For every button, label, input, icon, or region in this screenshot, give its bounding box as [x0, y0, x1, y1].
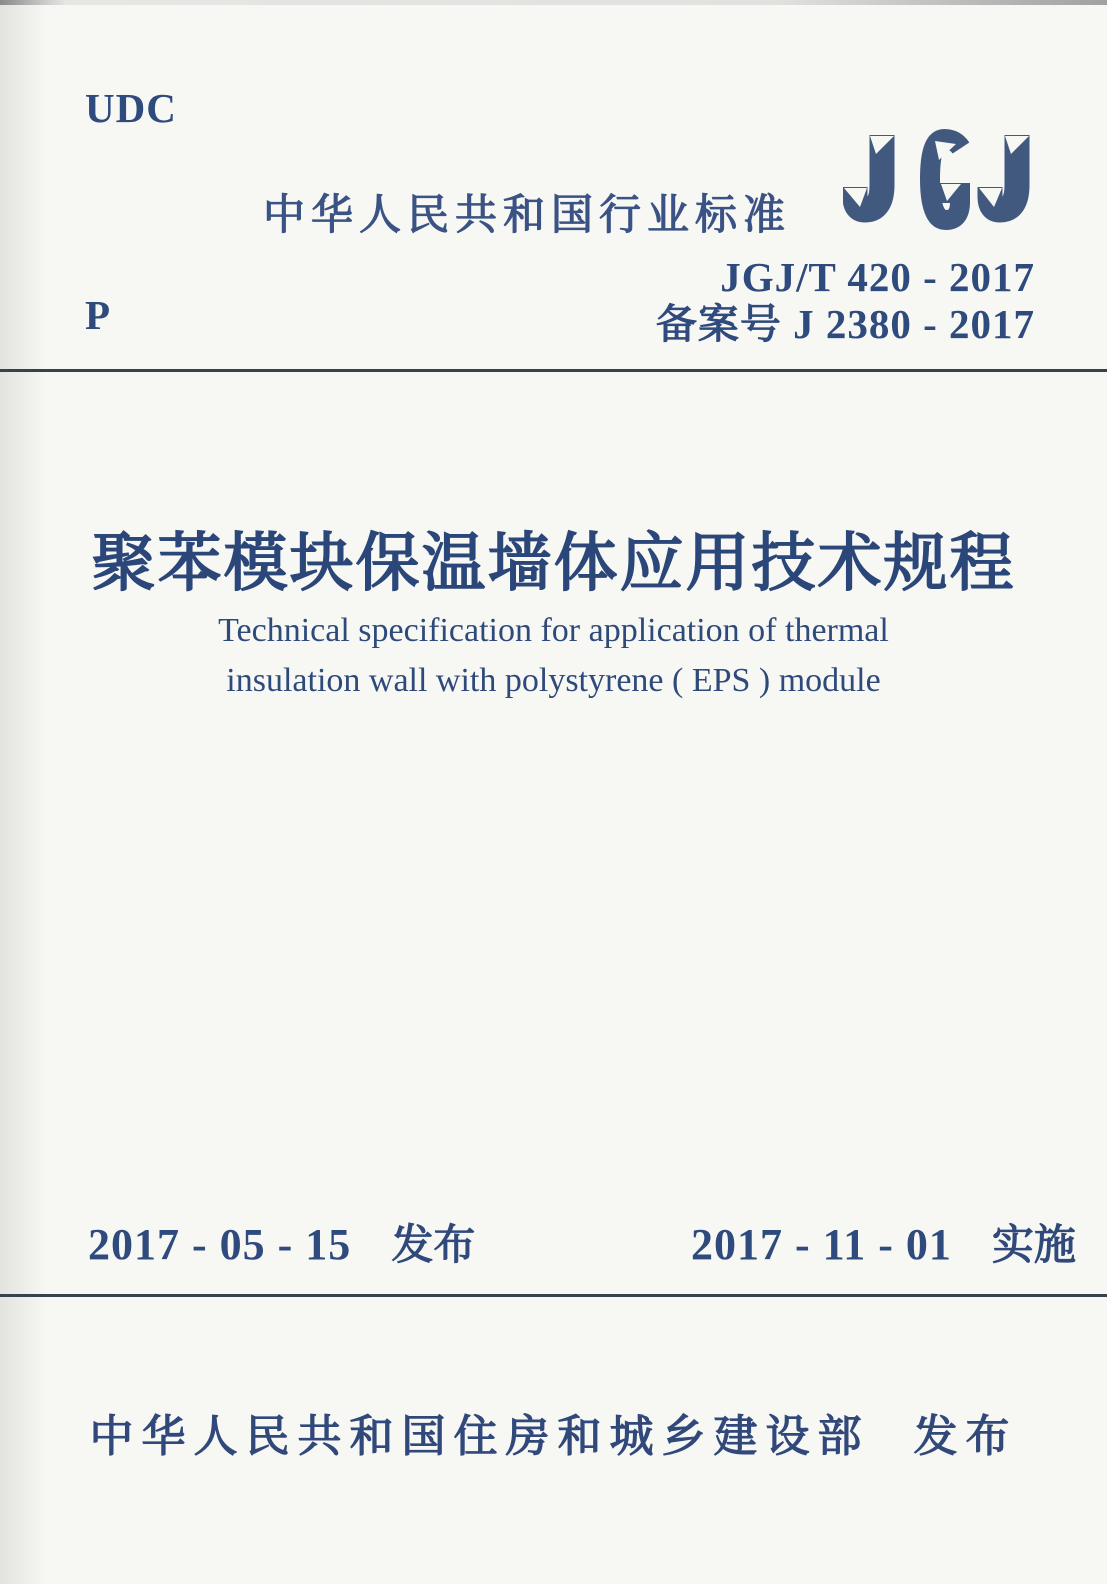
header-divider-line [0, 369, 1107, 372]
title-english-line1: Technical specification for application of thermal [218, 612, 889, 649]
title-english-line2: insulation wall with polystyrene ( EPS ) module [226, 662, 881, 699]
implement-date: 2017 - 11 - 01 [691, 1220, 952, 1269]
standard-number: JGJ/T 420 - 2017 [720, 254, 1035, 300]
record-number: 备案号 J 2380 - 2017 [655, 301, 1035, 347]
jgj-logo [843, 126, 1035, 234]
implement-date-group [691, 1212, 1076, 1272]
issue-date-group [88, 1212, 475, 1272]
standard-type-heading: 中华人民共和国行业标准 [263, 191, 792, 238]
footer-divider-line [0, 1294, 1107, 1297]
publisher-publish-label: 发布 [913, 1412, 1018, 1461]
standard-number-block [656, 254, 1035, 348]
title-chinese: 聚苯模块保温墙体应用技术规程 [91, 528, 1016, 599]
issue-label: 发布 [391, 1221, 476, 1268]
implement-label: 实施 [991, 1221, 1076, 1268]
publisher-row [0, 1400, 1107, 1464]
classification-code-p: P [85, 292, 111, 338]
publisher-name: 中华人民共和国住房和城乡建设部 [89, 1412, 870, 1461]
udc-code: UDC [85, 85, 177, 131]
issue-date: 2017 - 05 - 15 [88, 1220, 352, 1269]
